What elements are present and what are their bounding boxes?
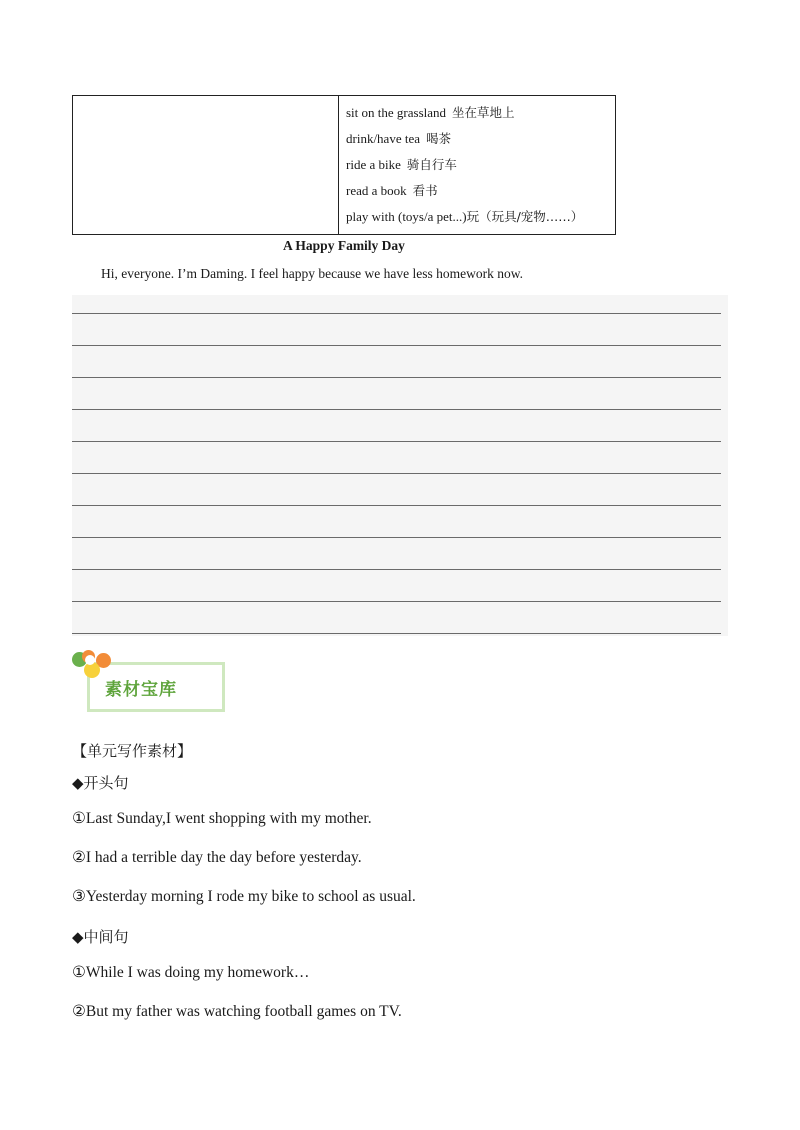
- writing-line: [72, 569, 721, 570]
- phrase-row: [346, 178, 615, 204]
- writing-line: [72, 345, 721, 346]
- materials-heading: 【单元写作素材】: [72, 742, 193, 760]
- middle-label: ◆中间句: [72, 928, 129, 946]
- opening-sentence: ②I had a terrible day the day before yesterday.: [72, 849, 362, 866]
- phrase-cn: 看书: [412, 183, 438, 198]
- table-right-cell: [339, 96, 615, 234]
- table-left-cell: [73, 96, 339, 234]
- writing-line: [72, 505, 721, 506]
- opening-label: ◆开头句: [72, 774, 129, 792]
- middle-sentence: ②But my father was watching football games on TV.: [72, 1003, 402, 1020]
- vocab-table: [72, 95, 616, 235]
- writing-line: [72, 601, 721, 602]
- logo-dot-center: [85, 655, 95, 665]
- phrase-row: [346, 126, 615, 152]
- writing-line: [72, 313, 721, 314]
- phrase-cn: 喝茶: [426, 131, 452, 146]
- writing-line: [72, 537, 721, 538]
- phrase-row: [346, 204, 615, 230]
- phrase-cn: 玩（玩具/宠物……）: [466, 209, 584, 224]
- essay-title: A Happy Family Day: [283, 238, 405, 253]
- middle-sentence: ①While I was doing my homework…: [72, 964, 310, 981]
- writing-area[interactable]: [72, 295, 728, 636]
- logo-text: 素材宝库: [105, 680, 177, 700]
- opening-sentence: ①Last Sunday,I went shopping with my mother.: [72, 810, 372, 827]
- writing-line: [72, 377, 721, 378]
- writing-line: [72, 473, 721, 474]
- opening-sentence: ③Yesterday morning I rode my bike to school as usual.: [72, 888, 416, 905]
- phrase-row: [346, 100, 615, 126]
- essay-intro: Hi, everyone. I’m Daming. I feel happy because we have less homework now.: [101, 266, 523, 281]
- phrase-cn: 骑自行车: [406, 157, 457, 172]
- phrase-en: sit on the grassland: [346, 105, 447, 120]
- phrase-en: drink/have tea: [346, 131, 420, 146]
- phrase-cn: 坐在草地上: [452, 105, 515, 120]
- writing-line: [72, 633, 721, 634]
- phrase-row: [346, 152, 615, 178]
- phrase-en: play with (toys/a pet...): [346, 209, 467, 224]
- writing-line: [72, 441, 721, 442]
- writing-line: [72, 409, 721, 410]
- phrase-en: read a book: [346, 183, 407, 198]
- section-logo: [72, 650, 232, 716]
- phrase-en: ride a bike: [346, 157, 401, 172]
